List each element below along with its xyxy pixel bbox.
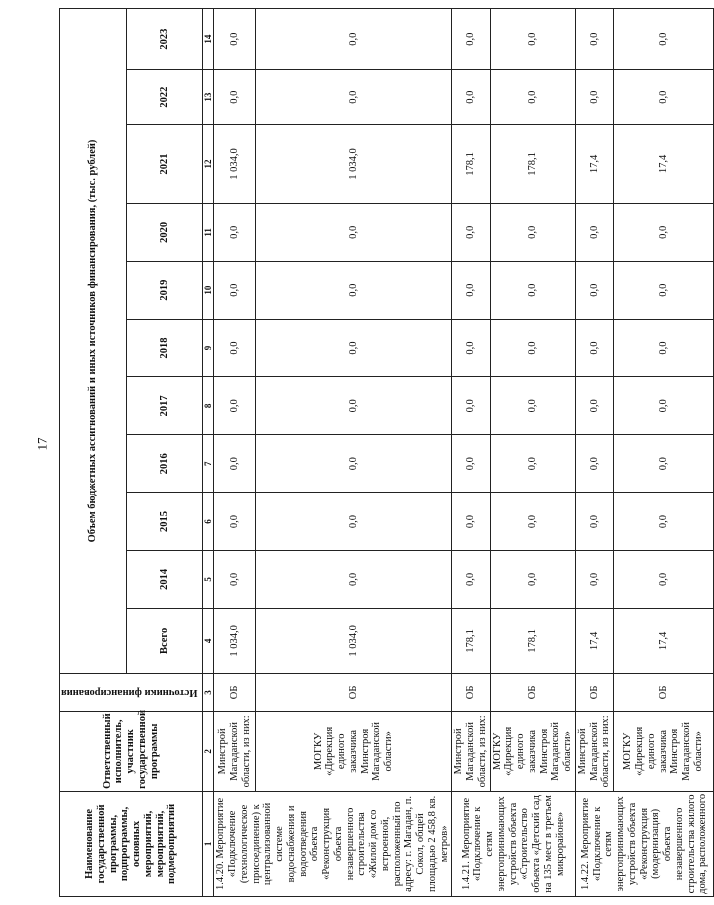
header-name: Наименование государственной программы, подпрограммы, основных мероприятий, мероприятий, подмероприятий [60, 791, 203, 896]
table-row [214, 9, 256, 897]
table-row [256, 9, 452, 897]
value-cell: 0,0 [490, 319, 575, 377]
responsible-cell: МОГКУ «Дирекция единого заказчика Минстроя Магаданской области» [256, 711, 452, 791]
value-cell: 0,0 [490, 9, 575, 70]
value-cell: 0,0 [575, 70, 613, 125]
col-number: 10 [203, 261, 214, 319]
measure-name: 1.4.20. Мероприятие «Подключение (технологическое присоединение) к централизованной системе водоснабжения и водоотведения объекта «Реконструкция объекта незавершенного строительства «Жилой дом со встроенной, расположенный по адресу: г. Магадан, п. Сокол, общей площадью 2 458,8 кв. метров» [214, 791, 452, 896]
col-number: 4 [203, 608, 214, 673]
value-cell: 0,0 [452, 203, 490, 261]
source-cell: ОБ [614, 674, 714, 712]
col-number: 2 [203, 711, 214, 791]
header-year: 2022 [127, 70, 203, 125]
value-cell: 0,0 [452, 435, 490, 493]
value-cell: 1 034,0 [256, 125, 452, 204]
value-cell: 0,0 [614, 319, 714, 377]
value-cell: 0,0 [490, 435, 575, 493]
table-row [575, 9, 613, 897]
measure-name: 1.4.21. Мероприятие «Подключение к сетям энергопринимающих устройств объекта «Строительство объекта «Детский сад на 135 мест в третьем микрорайоне» [452, 791, 576, 896]
value-cell: 0,0 [452, 377, 490, 435]
table-row [490, 9, 575, 897]
header-year: 2017 [127, 377, 203, 435]
col-number: 11 [203, 203, 214, 261]
value-cell: 17,4 [614, 608, 714, 673]
source-cell: ОБ [490, 674, 575, 712]
value-cell: 0,0 [452, 550, 490, 608]
header-year: 2023 [127, 9, 203, 70]
source-cell: ОБ [256, 674, 452, 712]
value-cell: 0,0 [452, 493, 490, 551]
rotated-page [59, 8, 709, 897]
responsible-cell: Минстрой Магаданской области, из них: [214, 711, 256, 791]
value-cell: 0,0 [614, 261, 714, 319]
value-cell: 0,0 [214, 435, 256, 493]
value-cell: 0,0 [214, 377, 256, 435]
value-cell: 0,0 [490, 261, 575, 319]
value-cell: 0,0 [214, 550, 256, 608]
value-cell: 178,1 [490, 125, 575, 204]
value-cell: 0,0 [575, 261, 613, 319]
value-cell: 0,0 [490, 377, 575, 435]
value-cell: 0,0 [575, 319, 613, 377]
value-cell: 0,0 [614, 435, 714, 493]
value-cell: 1 034,0 [214, 608, 256, 673]
col-number: 3 [203, 674, 214, 712]
responsible-cell: Минстрой Магаданской области, из них: [452, 711, 490, 791]
value-cell: 0,0 [575, 203, 613, 261]
value-cell: 0,0 [452, 70, 490, 125]
measure-name: 1.4.22. Мероприятие «Подключение к сетям энергопринимающих устройств объекта «Реконструкция (модернизация) объекта незавершенного строительства жилого дома, расположенного [575, 791, 713, 896]
value-cell: 0,0 [256, 550, 452, 608]
value-cell: 0,0 [214, 319, 256, 377]
responsible-cell: Минстрой Магаданской области, из них: [575, 711, 613, 791]
value-cell: 0,0 [575, 377, 613, 435]
page-number: 17 [34, 437, 50, 451]
value-cell: 178,1 [452, 125, 490, 204]
header-total: Всего [127, 608, 203, 673]
header-year: 2016 [127, 435, 203, 493]
col-number: 13 [203, 70, 214, 125]
value-cell: 17,4 [575, 125, 613, 204]
col-number: 1 [203, 791, 214, 896]
col-number: 12 [203, 125, 214, 204]
table-row [452, 9, 490, 897]
value-cell: 0,0 [490, 70, 575, 125]
value-cell: 0,0 [614, 493, 714, 551]
value-cell: 0,0 [490, 550, 575, 608]
value-cell: 0,0 [256, 493, 452, 551]
value-cell: 0,0 [256, 203, 452, 261]
col-number: 7 [203, 435, 214, 493]
financing-table [59, 8, 714, 897]
value-cell: 0,0 [575, 435, 613, 493]
col-number: 8 [203, 377, 214, 435]
responsible-cell: МОГКУ «Дирекция единого заказчика Минстроя Магаданской области» [614, 711, 714, 791]
value-cell: 178,1 [452, 608, 490, 673]
header-year: 2020 [127, 203, 203, 261]
value-cell: 0,0 [575, 550, 613, 608]
source-cell: ОБ [452, 674, 490, 712]
header-year: 2021 [127, 125, 203, 204]
value-cell: 0,0 [256, 70, 452, 125]
value-cell: 0,0 [214, 493, 256, 551]
value-cell: 0,0 [256, 319, 452, 377]
value-cell: 0,0 [256, 377, 452, 435]
header-year: 2019 [127, 261, 203, 319]
value-cell: 17,4 [575, 608, 613, 673]
value-cell: 0,0 [214, 261, 256, 319]
header-volume: Объем бюджетных ассигнований и иных источников финансирования, (тыс. рублей) [60, 9, 127, 674]
value-cell: 0,0 [614, 550, 714, 608]
table-row [614, 9, 714, 897]
column-numbers-row [203, 9, 214, 897]
value-cell: 1 034,0 [214, 125, 256, 204]
value-cell: 0,0 [256, 261, 452, 319]
value-cell: 1 034,0 [256, 608, 452, 673]
value-cell: 0,0 [490, 493, 575, 551]
value-cell: 0,0 [256, 9, 452, 70]
col-number: 14 [203, 9, 214, 70]
source-cell: ОБ [575, 674, 613, 712]
col-number: 6 [203, 493, 214, 551]
value-cell: 0,0 [214, 9, 256, 70]
value-cell: 0,0 [490, 203, 575, 261]
value-cell: 0,0 [614, 203, 714, 261]
value-cell: 0,0 [214, 70, 256, 125]
header-year: 2015 [127, 493, 203, 551]
header-responsible: Ответственный исполнитель, участник государственной программы [60, 711, 203, 791]
col-number: 9 [203, 319, 214, 377]
value-cell: 0,0 [614, 9, 714, 70]
value-cell: 0,0 [575, 9, 613, 70]
value-cell: 0,0 [614, 377, 714, 435]
value-cell: 0,0 [575, 493, 613, 551]
header-year: 2018 [127, 319, 203, 377]
value-cell: 178,1 [490, 608, 575, 673]
value-cell: 0,0 [214, 203, 256, 261]
col-number: 5 [203, 550, 214, 608]
value-cell: 0,0 [452, 319, 490, 377]
source-cell: ОБ [214, 674, 256, 712]
header-year: 2014 [127, 550, 203, 608]
responsible-cell: МОГКУ «Дирекция единого заказчика Минстроя Магаданской области» [490, 711, 575, 791]
value-cell: 17,4 [614, 125, 714, 204]
value-cell: 0,0 [614, 70, 714, 125]
value-cell: 0,0 [256, 435, 452, 493]
value-cell: 0,0 [452, 9, 490, 70]
header-source: Источники финансирования [60, 674, 203, 712]
value-cell: 0,0 [452, 261, 490, 319]
